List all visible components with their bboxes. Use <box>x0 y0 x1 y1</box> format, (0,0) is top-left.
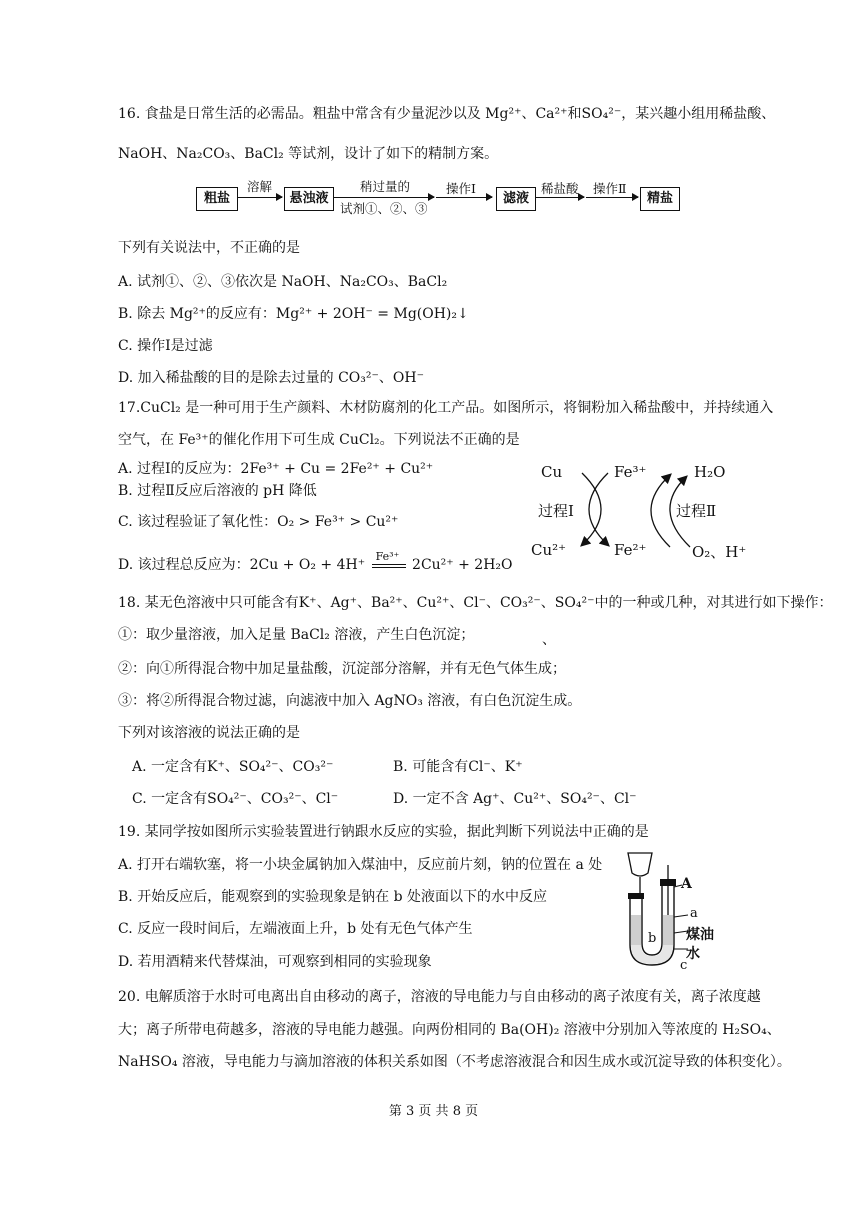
q18-step-1-mark: 、 <box>542 632 556 648</box>
q16-option-d: D. 加入稀盐酸的目的是除去过量的 CO₃²⁻、OH⁻ <box>118 370 424 386</box>
cycle-process-1: 过程Ⅰ <box>538 502 574 520</box>
cycle-fe2: Fe²⁺ <box>614 541 647 559</box>
q18-stem: 下列对该溶液的说法正确的是 <box>118 725 300 741</box>
flow-step-operation-1: 操作Ⅰ <box>446 181 476 196</box>
flow-step-reagent-bottom: 试剂①、②、③ <box>340 201 428 216</box>
q17-d-products: 2Cu²⁺ + 2H₂O <box>412 557 513 573</box>
flow-arrow <box>238 197 282 198</box>
q20-line-3: NaHSO₄ 溶液，导电能力与滴加溶液的体积关系如图（不考虑溶液混合和因生成水或沉淀导致的体积变化）。 <box>118 1054 791 1070</box>
apparatus-label-c: c <box>680 958 688 973</box>
cycle-fe3: Fe³⁺ <box>614 463 647 481</box>
cycle-h2o: H₂O <box>694 463 726 481</box>
cycle-cu2: Cu²⁺ <box>531 541 567 559</box>
apparatus-label-a: a <box>690 906 698 921</box>
q19-option-a: A. 打开右端软塞，将一小块金属钠加入煤油中，反应前片刻，钠的位置在 a 处 <box>118 857 603 873</box>
flow-arrow <box>334 197 434 198</box>
flow-box-suspension: 悬浊液 <box>284 187 334 211</box>
q16-line-1: 16. 食盐是日常生活的必需品。粗盐中常含有少量泥沙以及 Mg²⁺、Ca²⁺和SO₄²⁻，某兴趣小组用稀盐酸、 <box>118 106 776 122</box>
flow-step-operation-2: 操作Ⅱ <box>593 181 627 196</box>
apparatus-label-oil: 煤油 <box>686 927 714 943</box>
q18-step-3: ③：将②所得混合物过滤，向滤液中加入 AgNO₃ 溶液，有白色沉淀生成。 <box>118 693 582 709</box>
q16-option-b: B. 除去 Mg²⁺的反应有：Mg²⁺ + 2OH⁻ = Mg(OH)₂↓ <box>118 306 469 322</box>
flow-box-refined-salt: 精盐 <box>640 187 680 211</box>
q18-line-1: 18. 某无色溶液中只可能含有K⁺、Ag⁺、Ba²⁺、Cu²⁺、Cl⁻、CO₃²⁻、SO₄²⁻中的一种或几种，对其进行如下操作： <box>118 595 833 611</box>
q18-option-c: C. 一定含有SO₄²⁻、CO₃²⁻、Cl⁻ <box>132 791 339 807</box>
apparatus-label-A: A <box>681 876 692 892</box>
cycle-o2-h: O₂、H⁺ <box>692 543 747 561</box>
q16-line-2: NaOH、Na₂CO₃、BaCl₂ 等试剂，设计了如下的精制方案。 <box>118 146 499 162</box>
q16-option-a: A. 试剂①、②、③依次是 NaOH、Na₂CO₃、BaCl₂ <box>118 274 448 290</box>
q17-line-1: 17.CuCl₂ 是一种可用于生产颜料、木材防腐剂的化工产品。如图所示，将铜粉加入稀盐酸中，并持续通入 <box>118 400 774 416</box>
q16-stem: 下列有关说法中，不正确的是 <box>118 240 300 256</box>
q19-option-b: B. 开始反应后，能观察到的实验现象是钠在 b 处液面以下的水中反应 <box>118 889 548 905</box>
flow-step-reagent-top: 稍过量的 <box>360 179 411 194</box>
q18-option-d: D. 一定不含 Ag⁺、Cu²⁺、SO₄²⁻、Cl⁻ <box>393 791 637 807</box>
apparatus-label-b: b <box>648 931 657 946</box>
flow-step-dilute-hcl: 稀盐酸 <box>541 181 579 196</box>
apparatus-label-water: 水 <box>686 946 700 962</box>
flow-arrow <box>586 197 638 198</box>
q17-d-catalyst-arrow <box>370 550 408 575</box>
flow-arrow <box>436 197 492 198</box>
q17-d-catalyst: Fe³⁺ <box>375 550 400 563</box>
q17-option-d <box>118 550 513 575</box>
q19-option-c: C. 反应一段时间后，左端液面上升，b 处有无色气体产生 <box>118 921 473 937</box>
q20-line-1: 20. 电解质溶于水时可电离出自由移动的离子，溶液的导电能力与自由移动的离子浓度有关，离子浓度越 <box>118 989 761 1005</box>
q18-step-2: ②：向①所得混合物中加足量盐酸，沉淀部分溶解，并有无色气体生成； <box>118 661 566 677</box>
q18-option-a: A. 一定含有K⁺、SO₄²⁻、CO₃²⁻ <box>132 759 334 775</box>
q17-option-b: B. 过程Ⅱ反应后溶液的 pH 降低 <box>118 483 317 499</box>
flow-box-crude-salt: 粗盐 <box>196 187 238 211</box>
cycle-cu: Cu <box>541 463 563 481</box>
page-footer: 第 3 页 共 8 页 <box>388 1104 479 1119</box>
q16-option-c: C. 操作Ⅰ是过滤 <box>118 338 213 354</box>
q17-option-a: A. 过程Ⅰ的反应为：2Fe³⁺ + Cu = 2Fe²⁺ + Cu²⁺ <box>118 461 434 477</box>
q17-d-reactants: D. 该过程总反应为：2Cu + O₂ + 4H⁺ <box>118 557 366 573</box>
q19-line-1: 19. 某同学按如图所示实验装置进行钠跟水反应的实验，据此判断下列说法中正确的是 <box>118 824 649 840</box>
flow-box-filtrate: 滤液 <box>496 187 536 211</box>
q20-line-2: 大；离子所带电荷越多，溶液的导电能力越强。向两份相同的 Ba(OH)₂ 溶液中分别加入等浓度的 H₂SO₄、 <box>118 1022 781 1038</box>
q18-step-1: ①：取少量溶液，加入足量 BaCl₂ 溶液，产生白色沉淀； <box>118 627 475 643</box>
q18-option-b: B. 可能含有Cl⁻、K⁺ <box>393 759 523 775</box>
flow-arrow <box>536 197 584 198</box>
q17-option-c: C. 该过程验证了氧化性：O₂ > Fe³⁺ > Cu²⁺ <box>118 514 399 530</box>
cycle-process-2: 过程Ⅱ <box>676 502 717 520</box>
u-tube-apparatus <box>612 845 722 975</box>
q17-line-2: 空气，在 Fe³⁺的催化作用下可生成 CuCl₂。下列说法不正确的是 <box>118 432 520 448</box>
arc-fe2-to-fe3 <box>651 475 670 547</box>
flow-step-dissolve: 溶解 <box>247 179 273 194</box>
q19-option-d: D. 若用酒精来代替煤油，可观察到相同的实验现象 <box>118 954 432 970</box>
